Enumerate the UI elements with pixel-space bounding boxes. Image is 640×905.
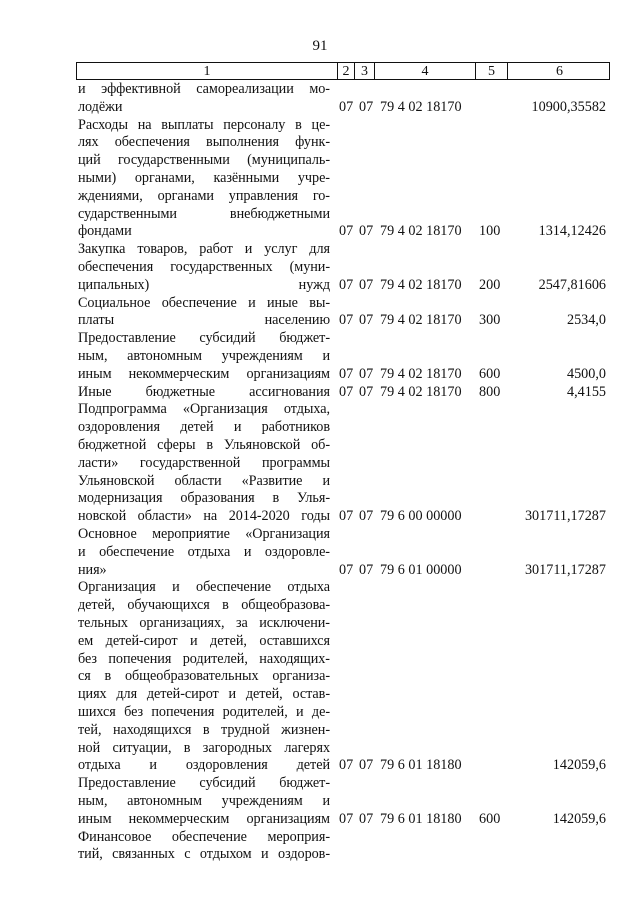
- row-amount: 1314,12426: [538, 223, 606, 240]
- row-code-section: 07: [339, 98, 354, 115]
- row-code-target: 79 4 02 18170: [380, 98, 462, 115]
- row-description: [78, 775, 330, 828]
- row-description-line: ным, автономным учреждениям и: [78, 347, 330, 364]
- row-description-line: Основное мероприятие «Организация: [78, 526, 330, 542]
- row-code-section: 07: [339, 810, 354, 827]
- row-description-line: шихся без попечения родителей, и де-: [78, 703, 330, 720]
- row-code-subsection: 07: [359, 561, 374, 578]
- row-description-line: без попечения родителей, находящих-: [78, 650, 330, 667]
- row-description-line: сударственными внебюджетными: [78, 205, 330, 222]
- row-description-line: Подпрограмма «Организация отдыха,: [78, 401, 330, 418]
- row-code-expense-type: 800: [479, 383, 501, 400]
- row-code-expense-type: 600: [479, 810, 501, 827]
- row-description: [78, 330, 330, 383]
- row-description: [78, 526, 330, 579]
- row-code-target: 79 6 01 18180: [380, 810, 462, 827]
- row-code-target: 79 4 02 18170: [380, 383, 462, 400]
- row-amount: 4,4155: [566, 383, 606, 400]
- row-description: [78, 829, 330, 865]
- row-description-line: циях для детей-сирот и детей, остав-: [78, 686, 330, 703]
- row-code-expense-type: 300: [479, 312, 501, 329]
- row-description: [78, 401, 330, 526]
- row-description-line: Иные бюджетные ассигнования: [78, 383, 330, 400]
- row-description-line: тий, связанных с отдыхом и оздоров-: [78, 846, 330, 863]
- row-code-section: 07: [339, 223, 354, 240]
- row-description-line: обеспечения государственных (муни-: [78, 258, 330, 275]
- row-description-line: Предоставление субсидий бюджет-: [78, 330, 330, 347]
- row-code-section: 07: [339, 383, 354, 400]
- row-code-target: 79 6 00 00000: [380, 508, 462, 525]
- row-description-line: ния»: [78, 561, 107, 578]
- row-description-line: новской области» на 2014-2020 годы: [78, 508, 330, 525]
- row-description-line: модернизация образования в Улья-: [78, 490, 330, 507]
- row-description-line: оздоровления детей и работников: [78, 419, 330, 436]
- row-description: [78, 579, 330, 775]
- row-code-target: 79 4 02 18170: [380, 312, 462, 329]
- row-description-line: бюджетной сферы в Ульяновской об-: [78, 436, 330, 453]
- row-amount: 142059,6: [552, 757, 606, 774]
- row-description-line: Ульяновской области «Развитие и: [78, 472, 330, 489]
- row-description-line: лодёжи: [78, 98, 123, 115]
- row-code-target: 79 4 02 18170: [380, 365, 462, 382]
- header-col-6: 6: [556, 64, 563, 79]
- header-col-2: 2: [338, 63, 355, 79]
- row-amount: 2547,81606: [538, 276, 606, 293]
- row-code-subsection: 07: [359, 98, 374, 115]
- row-code-target: 79 6 01 18180: [380, 757, 462, 774]
- row-description-line: Закупка товаров, работ и услуг для: [78, 241, 330, 258]
- row-code-section: 07: [339, 757, 354, 774]
- row-description-line: и эффективной самореализации мо-: [78, 81, 330, 97]
- page-number: 91: [312, 38, 328, 54]
- row-amount: 10900,35582: [531, 98, 606, 115]
- row-code-section: 07: [339, 312, 354, 329]
- row-description-line: детей, обучающихся в общеобразова-: [78, 597, 330, 614]
- row-code-section: 07: [339, 561, 354, 578]
- row-description-line: иным некоммерческим организациям: [78, 810, 330, 827]
- row-description-line: ем детей-сирот и детей, оставшихся: [78, 632, 330, 649]
- row-code-subsection: 07: [359, 223, 374, 240]
- row-description-line: Финансовое обеспечение мероприя-: [78, 828, 330, 845]
- row-description-line: иным некоммерческим организациям: [78, 365, 330, 382]
- row-code-subsection: 07: [359, 276, 374, 293]
- row-code-expense-type: 100: [479, 223, 501, 240]
- row-amount: 142059,6: [552, 810, 606, 827]
- row-description: [78, 295, 330, 331]
- header-col-3: 3: [355, 63, 375, 79]
- row-description-line: и обеспечение отдыха и оздоровле-: [78, 543, 330, 560]
- row-code-target: 79 6 01 00000: [380, 561, 462, 578]
- table-header: [76, 62, 610, 80]
- row-description-line: ся в общеобразовательных организа-: [78, 668, 330, 685]
- header-col-5: 5: [476, 63, 508, 79]
- row-description-line: Организация и обеспечение отдыха: [78, 579, 330, 596]
- row-description-line: ласти» государственной программы: [78, 454, 330, 471]
- row-description: [78, 384, 330, 402]
- row-description-line: Расходы на выплаты персоналу в це-: [78, 116, 330, 133]
- row-code-target: 79 4 02 18170: [380, 276, 462, 293]
- row-code-subsection: 07: [359, 757, 374, 774]
- row-description-line: Предоставление субсидий бюджет-: [78, 775, 330, 792]
- row-description-line: тей, находящихся в трудной жизнен-: [78, 721, 330, 738]
- row-amount: 2534,0: [566, 312, 606, 329]
- row-code-subsection: 07: [359, 383, 374, 400]
- row-description: [78, 81, 330, 117]
- row-code-subsection: 07: [359, 312, 374, 329]
- row-description: [78, 241, 330, 294]
- row-code-subsection: 07: [359, 365, 374, 382]
- row-description-line: фондами: [78, 223, 132, 240]
- row-description-line: ными) органами, казёнными учре-: [78, 169, 330, 186]
- row-code-subsection: 07: [359, 810, 374, 827]
- row-description-line: ципальных) нужд: [78, 276, 330, 293]
- row-code-section: 07: [339, 365, 354, 382]
- row-code-expense-type: 600: [479, 365, 501, 382]
- header-col-1: 1: [77, 63, 338, 79]
- row-amount: 301711,17287: [524, 561, 606, 578]
- row-description-line: Социальное обеспечение и иные вы-: [78, 294, 330, 311]
- row-amount: 301711,17287: [524, 508, 606, 525]
- row-code-subsection: 07: [359, 508, 374, 525]
- row-code-expense-type: 200: [479, 276, 501, 293]
- row-code-section: 07: [339, 508, 354, 525]
- row-description-line: лях обеспечения выполнения функ-: [78, 134, 330, 151]
- row-description-line: ждениями, органами управления го-: [78, 187, 330, 204]
- row-description-line: тельных организациях, за исключени-: [78, 614, 330, 631]
- row-code-target: 79 4 02 18170: [380, 223, 462, 240]
- row-code-section: 07: [339, 276, 354, 293]
- row-amount: 4500,0: [566, 365, 606, 382]
- row-description-line: ций государственными (муниципаль-: [78, 152, 330, 169]
- row-description-line: ным, автономным учреждениям и: [78, 792, 330, 809]
- row-description-line: отдыха и оздоровления детей: [78, 757, 330, 774]
- row-description-line: ной ситуации, в загородных лагерях: [78, 739, 330, 756]
- header-col-4: 4: [375, 63, 476, 79]
- row-description-line: платы населению: [78, 312, 330, 329]
- row-description: [78, 117, 330, 242]
